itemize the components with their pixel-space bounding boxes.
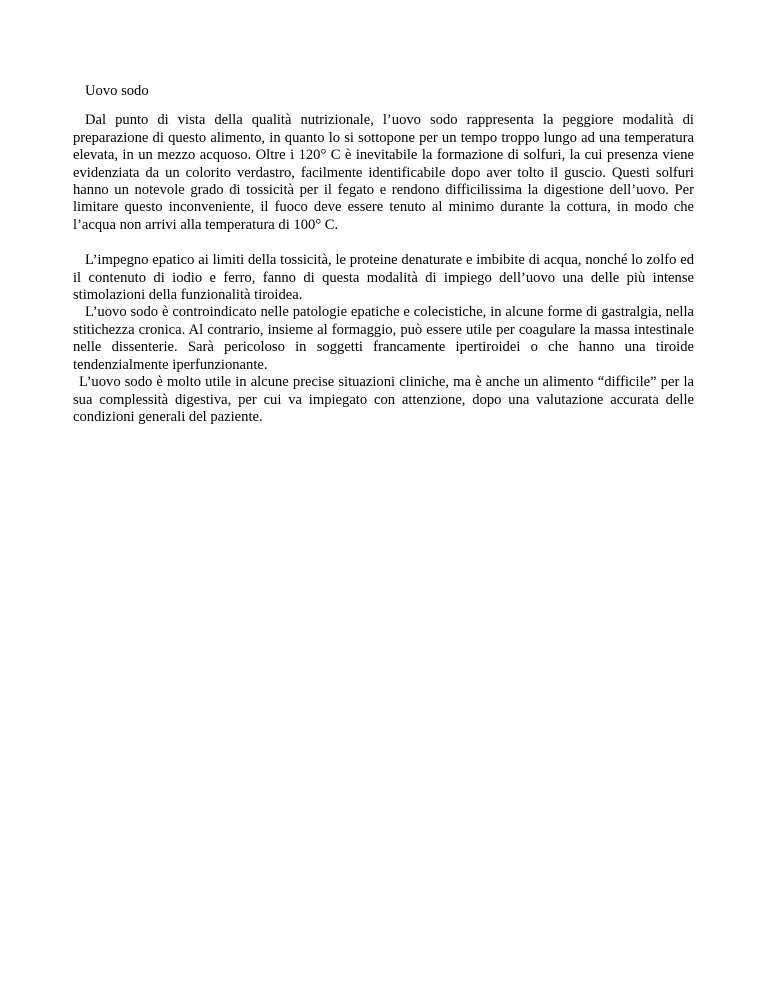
document-title: Uovo sodo (85, 83, 149, 99)
document-body (73, 83, 694, 426)
paragraph-clinical-use: L’uovo sodo è molto utile in alcune precise situazioni cliniche, ma è anche un alimento “difficile” per la sua complessità digestiva, per cui va impiegato con attenzione, dopo una valutazione accurata delle condizioni generali del paziente. (73, 374, 694, 425)
paragraph-preparation: Dal punto di vista della qualità nutrizionale, l’uovo sodo rappresenta la peggiore modalità di preparazione di questo alimento, in quanto lo si sottopone per un tempo troppo lungo ad una temperatura elevata, in un mezzo acquoso. Oltre i 120° C è inevitabile la formazione di solfuri, la cui presenza viene evidenziata da un colorito verdastro, facilmente identificabile dopo aver tolto il guscio. Questi solfuri hanno un notevole grado di tossicità per il fegato e rendono difficilissima la digestione dell’uovo. Per limitare questo inconveniente, il fuoco deve essere tenuto al minimo durante la cottura, in modo che l’acqua non arrivi alla temperatura di 100° C. (73, 112, 694, 233)
paragraph-contraindications: L’uovo sodo è controindicato nelle patologie epatiche e colecistiche, in alcune forme di gastralgia, nella stitichezza cronica. Al contrario, insieme al formaggio, può essere utile per coagulare la massa intestinale nelle dissenterie. Sarà pericoloso in soggetti francamente ipertiroidei o che hanno una tiroide tendenzialmente iperfunzionante. (73, 304, 694, 373)
paragraph-thyroid: L’impegno epatico ai limiti della tossicità, le proteine denaturate e imbibite di acqua, nonché lo zolfo ed il contenuto di iodio e ferro, fanno di questa modalità di impiego dell’uovo una delle più intense stimolazioni della funzionalità tiroidea. (73, 252, 694, 304)
